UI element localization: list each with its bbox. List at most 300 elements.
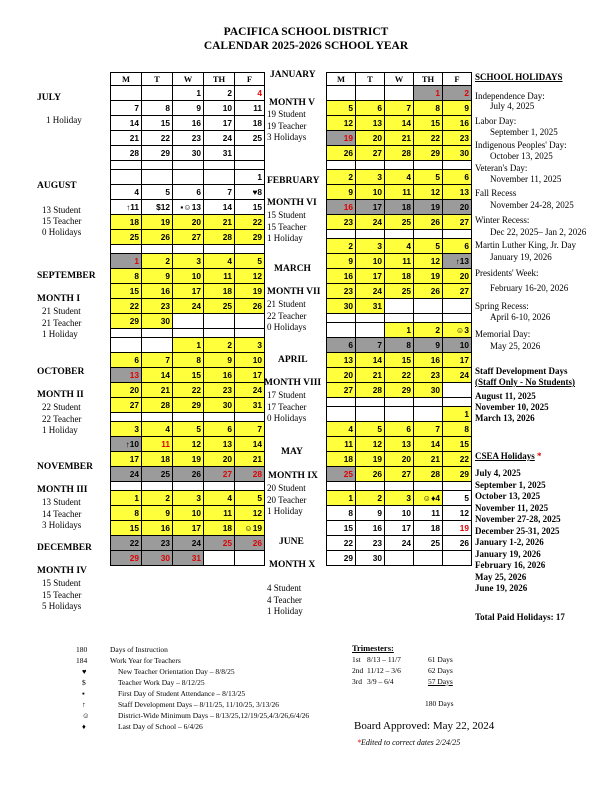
month-gap: [327, 314, 472, 323]
day-cell: 30: [443, 146, 472, 161]
edit-note: Edited to correct dates 2/24/25: [361, 738, 461, 747]
month-stat: 22 Teacher: [42, 414, 82, 424]
day-cell: 20: [385, 452, 414, 467]
day-cell: 30: [204, 398, 235, 413]
weekday-header-row: [111, 73, 265, 86]
day-cell: 12: [235, 506, 265, 521]
gap-cell: [356, 314, 385, 323]
day-cell: 16: [204, 368, 235, 383]
day-cell: 19: [443, 521, 472, 536]
day-cell: 21: [111, 131, 142, 146]
day-cell: 26: [235, 536, 265, 551]
day-cell: 5: [414, 239, 443, 254]
day-cell: 29: [111, 551, 142, 566]
week-row: [111, 521, 265, 536]
edit-note-row: [357, 738, 460, 747]
day-cell: 28: [385, 146, 414, 161]
day-cell: 10: [173, 506, 204, 521]
csea-holiday-date: May 25, 2026: [475, 571, 527, 582]
day-cell: 28: [356, 383, 385, 398]
day-cell: 26: [327, 146, 356, 161]
empty-day-cell: [443, 551, 472, 566]
empty-day-cell: [142, 86, 173, 101]
day-cell: 11: [327, 437, 356, 452]
day-cell: 3: [356, 170, 385, 185]
day-cell: 8: [111, 506, 142, 521]
day-cell: 26: [235, 299, 265, 314]
staff-dev-date: November 10, 2025: [475, 402, 549, 412]
week-row: [111, 101, 265, 116]
day-cell: 20: [356, 131, 385, 146]
gap-cell: [111, 161, 142, 170]
week-row: [327, 269, 472, 284]
day-cell: 16: [414, 353, 443, 368]
empty-day-cell: [204, 170, 235, 185]
day-cell: 1: [235, 170, 265, 185]
gap-cell: [414, 314, 443, 323]
empty-day-cell: [173, 170, 204, 185]
month-stat: 20 Student: [267, 483, 306, 493]
day-cell: 29: [173, 398, 204, 413]
month-stat: 22 Teacher: [267, 311, 307, 321]
week-row: [111, 215, 265, 230]
day-cell: ↑10: [111, 437, 142, 452]
day-cell: ↑13: [443, 254, 472, 269]
staff-dev-date: August 11, 2025: [475, 391, 536, 401]
month-stat: 1 Holiday: [46, 115, 82, 125]
day-cell: 30: [356, 551, 385, 566]
day-cell: 25: [327, 467, 356, 482]
day-cell: 15: [385, 353, 414, 368]
gap-cell: [356, 482, 385, 491]
day-cell: 29: [235, 230, 265, 245]
week-row: [111, 422, 265, 437]
day-cell: 1: [414, 86, 443, 101]
trimester-days: 62 Days: [428, 666, 453, 675]
day-cell: 23: [173, 131, 204, 146]
gap-cell: [204, 413, 235, 422]
empty-day-cell: [173, 314, 204, 329]
day-cell: 3: [385, 491, 414, 506]
gap-cell: [173, 413, 204, 422]
day-cell: 13: [443, 185, 472, 200]
empty-day-cell: [385, 86, 414, 101]
week-row: [327, 86, 472, 101]
day-cell: 23: [443, 131, 472, 146]
day-cell: 4: [204, 254, 235, 269]
legend-symbol: ▪: [82, 689, 85, 698]
day-cell: 5: [327, 101, 356, 116]
day-cell: 21: [356, 368, 385, 383]
day-cell: 4: [142, 422, 173, 437]
holiday-date: September 1, 2025: [490, 127, 558, 137]
day-cell: 26: [173, 467, 204, 482]
month-stat: 21 Teacher: [42, 318, 82, 328]
csea-holiday-date: December 25-31, 2025: [475, 525, 560, 536]
day-cell: 21: [204, 215, 235, 230]
month-stat: 17 Teacher: [267, 402, 307, 412]
empty-day-cell: [356, 86, 385, 101]
day-cell: 2: [443, 86, 472, 101]
day-cell: 14: [142, 368, 173, 383]
empty-day-cell: [111, 170, 142, 185]
week-row: [111, 284, 265, 299]
day-cell: 7: [385, 101, 414, 116]
day-cell: 1: [111, 254, 142, 269]
week-row: [327, 452, 472, 467]
trimester-range: 3/9 – 6/4: [367, 677, 394, 686]
holiday-name: Veteran's Day:: [475, 163, 528, 173]
month-stat: 20 Teacher: [267, 495, 307, 505]
empty-day-cell: [443, 383, 472, 398]
day-cell: 2: [204, 86, 235, 101]
day-cell: 28: [111, 146, 142, 161]
day-cell: 10: [204, 101, 235, 116]
day-cell: 4: [385, 239, 414, 254]
holiday-date: November 11, 2025: [490, 174, 562, 184]
week-row: [111, 437, 265, 452]
month-name: MAY: [281, 447, 303, 457]
month-gap: [327, 482, 472, 491]
day-cell: 11: [385, 254, 414, 269]
day-cell: 2: [142, 254, 173, 269]
day-cell: 19: [235, 284, 265, 299]
day-cell: 23: [414, 368, 443, 383]
month-name: JUNE: [279, 537, 304, 547]
day-cell: 2: [142, 491, 173, 506]
day-cell: 18: [142, 452, 173, 467]
empty-day-cell: [414, 407, 443, 422]
day-cell: 13: [204, 437, 235, 452]
empty-day-cell: [111, 86, 142, 101]
empty-day-cell: [327, 86, 356, 101]
day-cell: 8: [385, 338, 414, 353]
day-cell: 7: [142, 353, 173, 368]
month-stat: 13 Student: [42, 497, 81, 507]
week-row: [111, 353, 265, 368]
csea-holiday-date: January 19, 2026: [475, 548, 541, 559]
gap-cell: [414, 161, 443, 170]
day-cell: 7: [204, 185, 235, 200]
day-cell: 15: [327, 521, 356, 536]
day-cell: 12: [414, 254, 443, 269]
day-cell: 25: [385, 215, 414, 230]
week-row: [327, 284, 472, 299]
week-row: [327, 353, 472, 368]
day-cell: 1: [111, 491, 142, 506]
csea-holiday-date: January 1-2, 2026: [475, 537, 544, 547]
day-cell: 8: [111, 269, 142, 284]
gap-cell: [111, 413, 142, 422]
day-cell: 13: [111, 368, 142, 383]
day-cell: 17: [356, 269, 385, 284]
day-cell: 9: [204, 353, 235, 368]
month-stat: 15 Teacher: [42, 216, 82, 226]
csea-holiday-date: February 16, 2026: [475, 560, 546, 570]
gap-cell: [327, 314, 356, 323]
csea-title-row: [475, 451, 542, 462]
csea-title: CSEA Holidays: [475, 451, 535, 461]
empty-day-cell: [142, 170, 173, 185]
day-cell: 3: [173, 491, 204, 506]
month-number: MONTH III: [37, 485, 88, 495]
day-cell: 17: [173, 521, 204, 536]
weekday-header: T: [356, 73, 385, 86]
week-row: [111, 116, 265, 131]
week-row: [327, 407, 472, 422]
trimester-range: 11/12 – 3/6: [367, 666, 401, 675]
day-cell: 7: [235, 422, 265, 437]
day-cell: 16: [327, 200, 356, 215]
month-stat: 22 Student: [42, 402, 81, 412]
legend-text: New Teacher Orientation Day – 8/8/25: [118, 667, 235, 676]
day-cell: 20: [173, 215, 204, 230]
month-stat: 21 Student: [42, 306, 81, 316]
day-cell: 3: [356, 239, 385, 254]
day-cell: 20: [111, 383, 142, 398]
day-cell: 15: [443, 437, 472, 452]
day-cell: 26: [142, 230, 173, 245]
weekday-header: M: [111, 73, 142, 86]
month-name: FEBRUARY: [267, 176, 320, 186]
week-row: [111, 131, 265, 146]
gap-cell: [385, 161, 414, 170]
csea-holiday-date: September 1, 2025: [475, 479, 546, 490]
day-cell: 29: [385, 383, 414, 398]
gap-cell: [204, 482, 235, 491]
day-cell: ☺3: [443, 323, 472, 338]
day-cell: 21: [235, 452, 265, 467]
empty-day-cell: [443, 299, 472, 314]
day-cell: 6: [356, 101, 385, 116]
gap-cell: [443, 161, 472, 170]
day-cell: 28: [142, 398, 173, 413]
edit-note-star: *: [357, 738, 361, 747]
gap-cell: [111, 329, 142, 338]
day-cell: 22: [443, 452, 472, 467]
day-cell: 1: [443, 407, 472, 422]
day-cell: 15: [414, 116, 443, 131]
day-cell: 27: [385, 467, 414, 482]
day-cell: 24: [173, 299, 204, 314]
week-row: [111, 338, 265, 353]
gap-cell: [385, 398, 414, 407]
trimester-name: 1st: [352, 655, 361, 664]
day-cell: 16: [142, 521, 173, 536]
day-cell: 24: [204, 131, 235, 146]
day-cell: 11: [204, 506, 235, 521]
gap-cell: [327, 230, 356, 239]
holiday-name: Labor Day:: [475, 116, 517, 126]
day-cell: 8: [173, 353, 204, 368]
week-row: [111, 536, 265, 551]
day-cell: 29: [414, 146, 443, 161]
gap-cell: [327, 482, 356, 491]
week-row: [111, 467, 265, 482]
weekday-header: TH: [204, 73, 235, 86]
day-cell: 19: [414, 269, 443, 284]
day-cell: 23: [327, 215, 356, 230]
trimesters-total: 180 Days: [425, 699, 454, 708]
gap-cell: [414, 230, 443, 239]
holiday-date: February 16-20, 2026: [490, 283, 569, 293]
gap-cell: [173, 161, 204, 170]
day-cell: 26: [356, 467, 385, 482]
week-row: [111, 383, 265, 398]
month-name: OCTOBER: [37, 367, 85, 377]
month-stat: 21 Student: [267, 299, 306, 309]
week-row: [327, 131, 472, 146]
holiday-date: April 6-10, 2026: [490, 312, 551, 322]
day-cell: 19: [173, 452, 204, 467]
empty-day-cell: [356, 407, 385, 422]
day-cell: 27: [204, 467, 235, 482]
day-cell: 15: [111, 284, 142, 299]
day-cell: 7: [414, 422, 443, 437]
day-cell: 23: [204, 383, 235, 398]
day-cell: 14: [385, 116, 414, 131]
week-row: [327, 215, 472, 230]
gap-cell: [142, 482, 173, 491]
trimester-name: 3rd: [352, 677, 362, 686]
day-cell: 3: [173, 254, 204, 269]
day-cell: 28: [414, 467, 443, 482]
gap-cell: [327, 398, 356, 407]
holiday-name: Independence Day:: [475, 91, 545, 101]
week-row: [327, 146, 472, 161]
week-row: [327, 116, 472, 131]
day-cell: 19: [142, 215, 173, 230]
day-cell: 1: [173, 338, 204, 353]
day-cell: 5: [356, 422, 385, 437]
week-row: [327, 239, 472, 254]
trimester-range: 8/13 – 11/7: [367, 655, 401, 664]
day-cell: 25: [204, 536, 235, 551]
week-row: [327, 200, 472, 215]
month-gap: [327, 398, 472, 407]
empty-day-cell: [204, 551, 235, 566]
day-cell: 10: [356, 185, 385, 200]
day-cell: 4: [235, 86, 265, 101]
holiday-date: January 19, 2026: [490, 252, 552, 262]
gap-cell: [443, 230, 472, 239]
day-cell: 9: [327, 254, 356, 269]
day-cell: 1: [327, 491, 356, 506]
weekday-header-row: [327, 73, 472, 86]
gap-cell: [414, 482, 443, 491]
day-cell: 9: [414, 338, 443, 353]
day-cell: 31: [356, 299, 385, 314]
month-stat: 3 Holidays: [267, 132, 307, 142]
day-cell: 25: [414, 536, 443, 551]
weekday-header: M: [327, 73, 356, 86]
day-cell: 4: [385, 170, 414, 185]
day-cell: 20: [443, 200, 472, 215]
day-cell: 18: [385, 200, 414, 215]
month-name: DECEMBER: [37, 543, 92, 553]
holiday-date: May 25, 2026: [490, 341, 541, 351]
month-number: MONTH V: [269, 98, 316, 108]
legend-symbol: ↑: [82, 700, 86, 709]
day-cell: 10: [173, 269, 204, 284]
legend-symbol: ♥: [82, 667, 87, 676]
week-row: [327, 101, 472, 116]
csea-holiday-date: October 13, 2025: [475, 491, 541, 501]
day-cell: 5: [173, 422, 204, 437]
day-cell: 6: [385, 422, 414, 437]
day-cell: 12: [443, 506, 472, 521]
empty-day-cell: [327, 407, 356, 422]
day-cell: 18: [111, 215, 142, 230]
month-number: MONTH VII: [267, 287, 321, 297]
week-row: [111, 452, 265, 467]
day-cell: 8: [327, 506, 356, 521]
gap-cell: [327, 161, 356, 170]
day-cell: 12: [327, 116, 356, 131]
day-cell: 16: [356, 521, 385, 536]
total-paid-holidays: Total Paid Holidays: 17: [475, 612, 565, 622]
month-stat: 1 Holiday: [267, 506, 303, 516]
csea-holiday-date: November 27-28, 2025: [475, 514, 561, 524]
month-gap: [111, 245, 265, 254]
month-name: JULY: [37, 93, 61, 103]
staff-dev-date: March 13, 2026: [475, 413, 535, 423]
gap-cell: [356, 161, 385, 170]
day-cell: 17: [356, 200, 385, 215]
day-cell: 6: [111, 353, 142, 368]
legend-text: Staff Development Days – 8/11/25, 11/10/25, 3/13/26: [118, 700, 279, 709]
trimester-days: 61 Days: [428, 655, 453, 664]
day-cell: 5: [142, 185, 173, 200]
holiday-name: Memorial Day:: [475, 329, 531, 339]
day-cell: 14: [414, 437, 443, 452]
week-row: [327, 491, 472, 506]
legend-text: District-Wide Minimum Days – 8/13/25,12/19/25,4/3/26,6/4/26: [118, 711, 310, 720]
day-cell: 24: [235, 383, 265, 398]
day-cell: ▪☺13: [173, 200, 204, 215]
holiday-name: Winter Recess:: [475, 215, 530, 225]
day-cell: 8: [414, 101, 443, 116]
weekday-header: W: [385, 73, 414, 86]
day-cell: 16: [443, 116, 472, 131]
day-cell: 18: [414, 521, 443, 536]
month-stat: 15 Teacher: [267, 222, 307, 232]
day-cell: 29: [443, 467, 472, 482]
empty-day-cell: [385, 407, 414, 422]
day-cell: 6: [173, 185, 204, 200]
csea-holiday-date: July 4, 2025: [475, 468, 521, 478]
day-cell: ☺♦4: [414, 491, 443, 506]
day-cell: 25: [235, 131, 265, 146]
month-gap: [111, 482, 265, 491]
day-cell: 11: [414, 506, 443, 521]
day-cell: 28: [235, 467, 265, 482]
day-cell: 22: [327, 536, 356, 551]
day-cell: ♥8: [235, 185, 265, 200]
day-cell: 22: [414, 131, 443, 146]
weekday-header: T: [142, 73, 173, 86]
day-cell: 1: [385, 323, 414, 338]
day-cell: 3: [111, 422, 142, 437]
day-cell: 10: [356, 254, 385, 269]
holiday-name: Martin Luther King, Jr. Day: [475, 240, 576, 250]
day-cell: 26: [414, 284, 443, 299]
gap-cell: [235, 245, 265, 254]
day-cell: 24: [173, 536, 204, 551]
day-cell: 16: [142, 284, 173, 299]
day-cell: 2: [327, 170, 356, 185]
week-row: [327, 506, 472, 521]
